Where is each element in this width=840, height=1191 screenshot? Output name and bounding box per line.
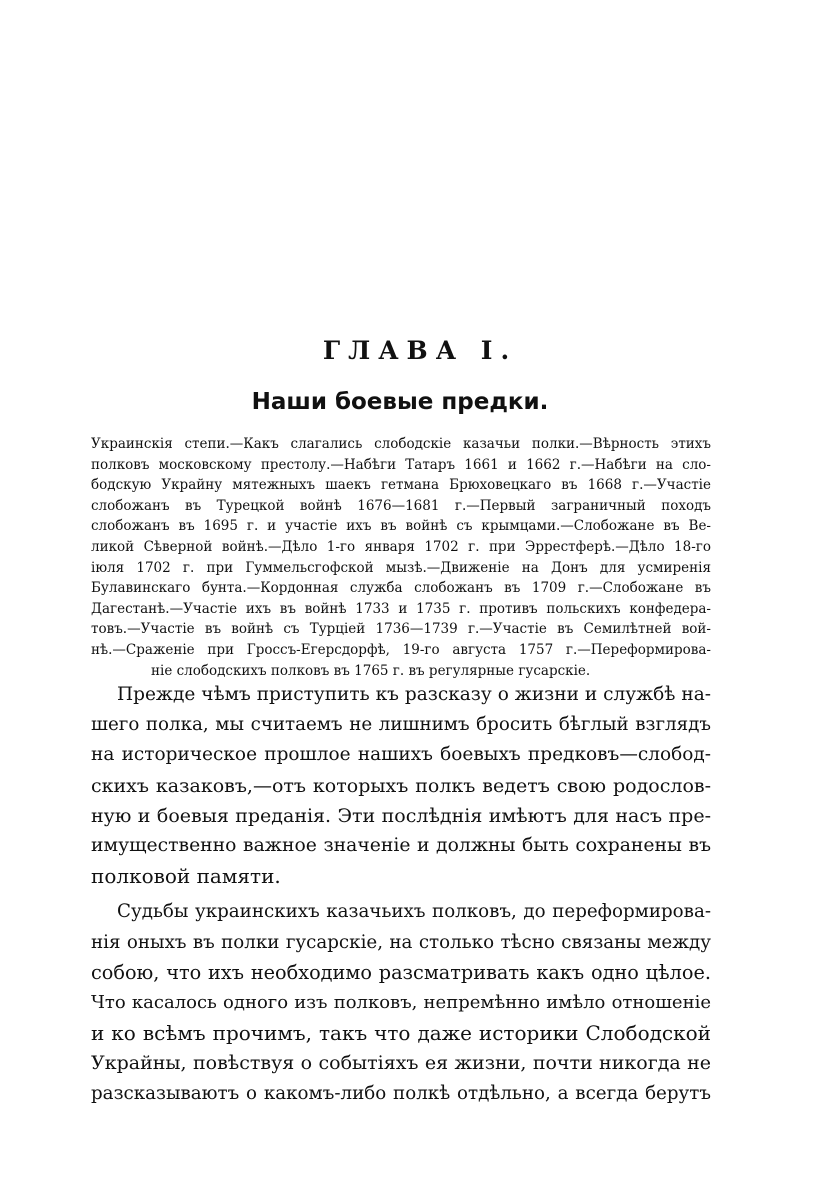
paragraph-line: шего полка, мы считаемъ не лишнимъ бросить бѣглый взглядъ	[91, 714, 711, 736]
paragraph-2	[91, 897, 711, 1108]
paragraph-line: полковой памяти.	[91, 864, 281, 889]
paragraph-line: на историческое прошлое нашихъ боевыхъ предковъ—слобод-	[91, 744, 711, 766]
paragraph-line: Судьбы украинскихъ казачьихъ полковъ, до переформирова-	[117, 901, 711, 923]
summary-line: бодскую Украйну мятежныхъ шаекъ гетмана Брюховецкаго въ 1668 г.—Участіе	[91, 477, 711, 494]
summary-line: ніе слободскихъ полковъ въ 1765 г. въ регулярные гусарскіе.	[151, 662, 591, 679]
summary-line: Дагестанѣ.—Участіе ихъ въ войнѣ 1733 и 1735 г. противъ польскихъ конфедера-	[91, 600, 711, 617]
paragraph-1	[91, 680, 711, 891]
summary-line: ликой Сѣверной войнѣ.—Дѣло 1-го января 1702 г. при Эррестферѣ.—Дѣло 18-го	[91, 538, 711, 555]
paragraph-line: скихъ казаковъ,—отъ которыхъ полкъ ведетъ свою родослов-	[91, 774, 711, 797]
paragraph-line: и ко всѣмъ прочимъ, такъ что даже историки Слободской	[91, 1021, 711, 1046]
body-text	[91, 680, 711, 1109]
summary-line: Украинскія степи.—Какъ слагались слободскіе казачьи полки.—Вѣрность этихъ	[91, 436, 711, 452]
paragraph-line: собою, что ихъ необходимо разсматривать какъ одно цѣлое.	[91, 960, 711, 984]
summary-line: товъ.—Участіе въ войнѣ съ Турціей 1736—1739 г.—Участіе въ Семилѣтней вой-	[91, 621, 711, 638]
summary-line: іюля 1702 г. при Гуммельсгофской мызѣ.—Движеніе на Донъ для усмиренія	[91, 559, 711, 576]
summary-line: слобожанъ въ 1695 г. и участіе ихъ въ войнѣ съ крымцами.—Слобожане въ Ве-	[91, 518, 711, 535]
summary-line: слобожанъ въ Турецкой войнѣ 1676—1681 г.—Первый заграничный походъ	[91, 497, 711, 514]
paragraph-line: ную и боевыя преданія. Эти послѣднія имѣютъ для насъ пре-	[91, 804, 711, 827]
paragraph-line: Украйны, повѣствуя о событіяхъ ея жизни, почти никогда не	[91, 1052, 711, 1075]
summary-line: полковъ московскому престолу.—Набѣги Татаръ 1661 и 1662 г.—Набѣги на сло-	[91, 456, 711, 473]
summary-line: нѣ.—Сраженіе при Гроссъ-Егерсдорфѣ, 19-го августа 1757 г.—Переформирова-	[91, 641, 711, 658]
chapter-summary	[91, 434, 711, 681]
paragraph-line: нія оныхъ въ полки гусарскіе, на столько тѣсно связаны между	[91, 931, 711, 953]
paragraph-line: имущественно важное значеніе и должны быть сохранены въ	[91, 835, 711, 857]
paragraph-line: Прежде чѣмъ приступить къ разсказу о жизни и службѣ на-	[117, 684, 711, 705]
paragraph-line: разсказываютъ о какомъ-либо полкѣ отдѣльно, а всегда берутъ	[91, 1082, 711, 1104]
paragraph-line: Что касалось одного изъ полковъ, непремѣнно имѣло отношеніе	[91, 992, 711, 1014]
summary-line: Булавинскаго бунта.—Кордонная служба слобожанъ въ 1709 г.—Слобожане въ	[91, 580, 711, 597]
chapter-heading: ГЛАВА I.	[322, 336, 518, 365]
chapter-title: Наши боевые предки.	[251, 389, 549, 415]
